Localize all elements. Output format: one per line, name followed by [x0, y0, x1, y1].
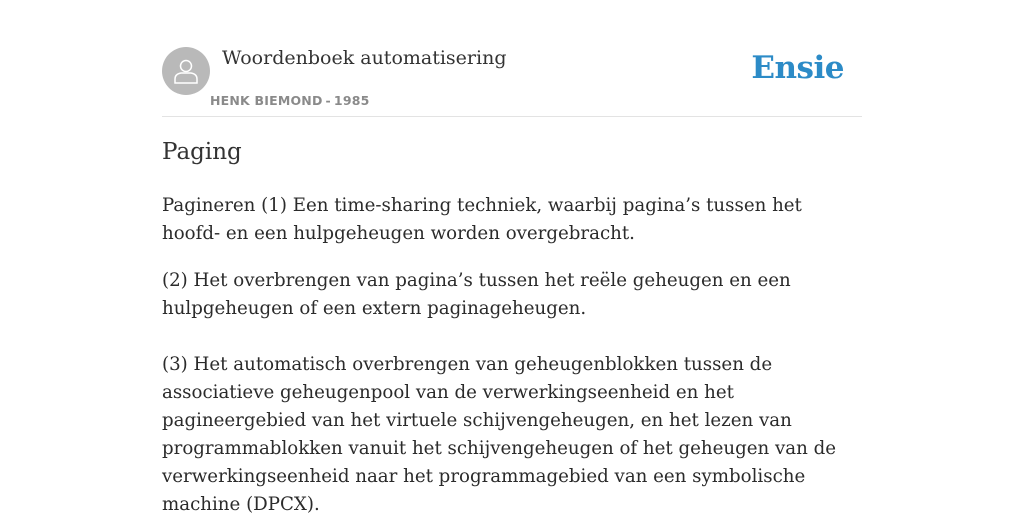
ensie-logo[interactable]: Ensie	[751, 50, 844, 86]
byline	[210, 93, 370, 108]
book-title[interactable]: Woordenboek automatisering	[222, 47, 507, 69]
definition-paragraph-2: (2) Het overbrengen van pagina’s tussen het reële geheugen en een hulpgeheugen of een extern paginageheugen.	[162, 270, 791, 319]
definition-paragraph-1: Pagineren (1) Een time-sharing techniek, waarbij pagina’s tussen het hoofd- en een hulpgeheugen worden overgebracht.	[162, 195, 802, 244]
publication-year: 1985	[333, 93, 370, 108]
byline-separator: -	[325, 93, 331, 108]
header	[162, 46, 862, 117]
author-name[interactable]: HENK BIEMOND	[210, 93, 323, 108]
entry-definition	[162, 192, 862, 519]
entry-title: Paging	[162, 139, 242, 165]
definition-paragraph-3: (3) Het automatisch overbrengen van geheugenblokken tussen de associatieve geheugenpool van de verwerkingseenheid en het pagineergebied van het virtuele schijvengeheugen, en het lezen van programmablokken vanuit het schijvengeheugen of het geheugen van de verwerkingseenheid naar het programmagebied van een symbolische machine (DPCX).	[162, 354, 837, 515]
author-avatar[interactable]	[162, 47, 210, 95]
user-icon	[171, 56, 201, 86]
